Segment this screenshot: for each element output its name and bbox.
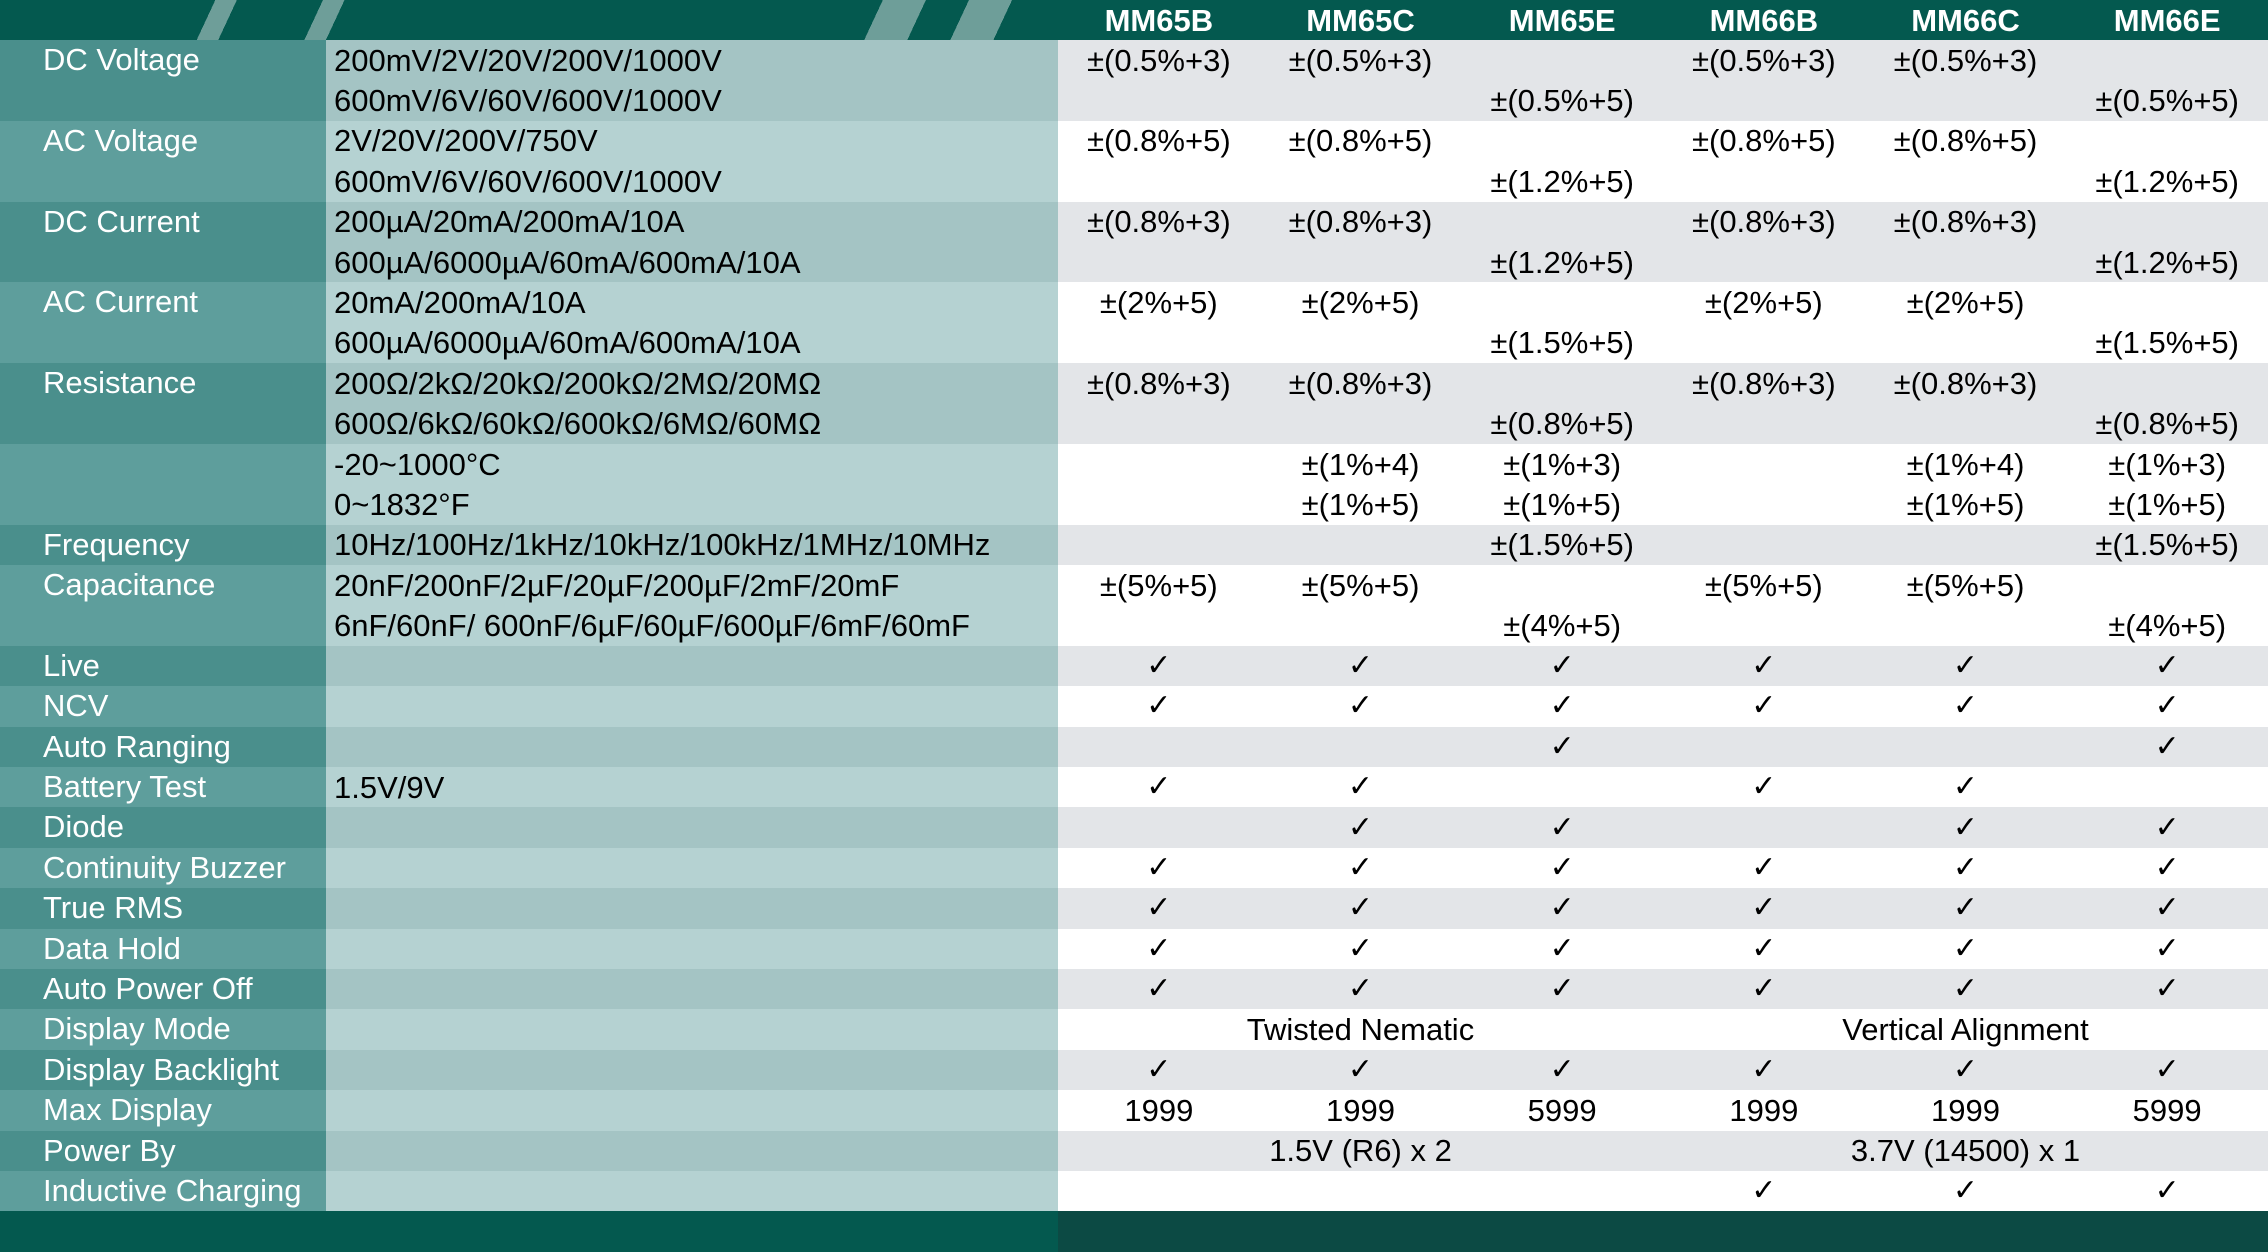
check-icon: ✓	[1461, 848, 1663, 888]
row-label-ncv: NCV	[0, 686, 326, 726]
check-icon: ✓	[1260, 1050, 1462, 1090]
range-resistance-2: 600Ω/6kΩ/60kΩ/600kΩ/6MΩ/60MΩ	[326, 404, 1058, 444]
max-display-value: 1999	[1260, 1090, 1462, 1130]
spec-cell: ±(4%+5)	[1461, 605, 1663, 645]
spec-cell: ±(1%+5)	[1865, 484, 2067, 524]
check-icon: ✓	[2066, 969, 2268, 1009]
check-icon: ✓	[1260, 686, 1462, 726]
range-empty	[326, 646, 1058, 686]
spec-cell: ±(1%+3)	[1461, 444, 1663, 484]
spec-cell: ±(1.2%+5)	[2066, 161, 2268, 201]
max-display-value: 1999	[1663, 1090, 1865, 1130]
row-label-auto-ranging: Auto Ranging	[0, 727, 326, 767]
spec-cell: ±(5%+5)	[1058, 565, 1260, 605]
spec-cell: ±(1%+5)	[2066, 484, 2268, 524]
check-icon: ✓	[2066, 727, 2268, 767]
spec-cell	[1663, 242, 1865, 282]
check-icon: ✓	[1663, 929, 1865, 969]
check-icon: ✓	[1058, 969, 1260, 1009]
row-label-true-rms: True RMS	[0, 888, 326, 928]
check-icon: ✓	[1865, 646, 2067, 686]
check-icon: ✓	[1663, 767, 1865, 807]
check-icon: ✓	[1663, 888, 1865, 928]
spec-cell	[2066, 202, 2268, 242]
power-by-mm66-series: 3.7V (14500) x 1	[1663, 1131, 2268, 1171]
check-icon: ✓	[1058, 929, 1260, 969]
check-icon: ✓	[1461, 888, 1663, 928]
spec-cell: ±(2%+5)	[1058, 282, 1260, 322]
spec-cell: ±(1%+4)	[1260, 444, 1462, 484]
check-icon: ✓	[1663, 848, 1865, 888]
spec-cell	[1058, 727, 1260, 767]
spec-cell	[1058, 807, 1260, 847]
check-icon: ✓	[1865, 807, 2067, 847]
check-icon: ✓	[1260, 969, 1462, 1009]
check-icon: ✓	[2066, 1171, 2268, 1211]
check-icon: ✓	[1865, 969, 2067, 1009]
spec-cell: ±(0.5%+3)	[1663, 40, 1865, 80]
spec-cell: ±(0.5%+3)	[1260, 40, 1462, 80]
spec-cell: ±(1.2%+5)	[1461, 242, 1663, 282]
spec-cell: ±(1%+3)	[2066, 444, 2268, 484]
spec-cell: ±(0.8%+3)	[1058, 202, 1260, 242]
spec-cell	[1461, 202, 1663, 242]
max-display-value: 5999	[1461, 1090, 1663, 1130]
model-header-mm65e: MM65E	[1461, 0, 1663, 40]
row-label-frequency: Frequency	[0, 525, 326, 565]
row-label-data-hold: Data Hold	[0, 929, 326, 969]
range-battery-test: 1.5V/9V	[326, 767, 1058, 807]
range-empty	[326, 848, 1058, 888]
check-icon: ✓	[1865, 1171, 2067, 1211]
spec-cell: ±(1%+5)	[1260, 484, 1462, 524]
range-ac-voltage-2: 600mV/6V/60V/600V/1000V	[326, 161, 1058, 201]
spec-cell: ±(0.8%+5)	[2066, 404, 2268, 444]
spec-cell: ±(1.2%+5)	[1461, 161, 1663, 201]
spec-cell: ±(0.5%+3)	[1865, 40, 2067, 80]
spec-cell	[1260, 242, 1462, 282]
model-header-mm66c: MM66C	[1865, 0, 2067, 40]
spec-cell: ±(2%+5)	[1260, 282, 1462, 322]
spec-cell	[1865, 727, 2067, 767]
range-empty	[326, 969, 1058, 1009]
spec-cell: ±(1%+4)	[1865, 444, 2067, 484]
check-icon: ✓	[2066, 848, 2268, 888]
range-dc-current-1: 200µA/20mA/200mA/10A	[326, 202, 1058, 242]
spec-cell	[2066, 40, 2268, 80]
range-empty	[326, 686, 1058, 726]
footer-bar	[0, 1211, 1058, 1251]
spec-cell: ±(1%+5)	[1461, 484, 1663, 524]
check-icon: ✓	[2066, 929, 2268, 969]
max-display-value: 1999	[1865, 1090, 2067, 1130]
row-label-display-backlight: Display Backlight	[0, 1050, 326, 1090]
range-ac-voltage-1: 2V/20V/200V/750V	[326, 121, 1058, 161]
check-icon: ✓	[1461, 1050, 1663, 1090]
range-ac-current-1: 20mA/200mA/10A	[326, 282, 1058, 322]
spec-cell	[1058, 80, 1260, 120]
spec-cell	[1461, 40, 1663, 80]
spec-cell	[1865, 404, 2067, 444]
spec-cell	[1260, 404, 1462, 444]
check-icon: ✓	[1865, 767, 2067, 807]
max-display-value: 1999	[1058, 1090, 1260, 1130]
check-icon: ✓	[1260, 929, 1462, 969]
check-icon: ✓	[1865, 888, 2067, 928]
check-icon: ✓	[1663, 1050, 1865, 1090]
spec-cell	[1260, 727, 1462, 767]
spec-cell	[1663, 80, 1865, 120]
spec-cell: ±(5%+5)	[1260, 565, 1462, 605]
range-empty	[326, 1171, 1058, 1211]
spec-cell: ±(0.8%+5)	[1058, 121, 1260, 161]
spec-cell: ±(0.8%+5)	[1461, 404, 1663, 444]
check-icon: ✓	[1663, 686, 1865, 726]
check-icon: ✓	[1058, 848, 1260, 888]
row-label-power-by: Power By	[0, 1131, 326, 1171]
display-mode-mm66-series: Vertical Alignment	[1663, 1009, 2268, 1049]
check-icon: ✓	[1461, 807, 1663, 847]
spec-cell: ±(0.8%+3)	[1058, 363, 1260, 403]
range-dc-voltage-1: 200mV/2V/20V/200V/1000V	[326, 40, 1058, 80]
spec-cell: ±(0.8%+5)	[1663, 121, 1865, 161]
check-icon: ✓	[2066, 807, 2268, 847]
range-frequency: 10Hz/100Hz/1kHz/10kHz/100kHz/1MHz/10MHz	[326, 525, 1058, 565]
model-header-mm66b: MM66B	[1663, 0, 1865, 40]
spec-cell: ±(0.8%+3)	[1260, 363, 1462, 403]
model-header-mm66e: MM66E	[2066, 0, 2268, 40]
display-mode-mm65-series: Twisted Nematic	[1058, 1009, 1663, 1049]
range-empty	[326, 807, 1058, 847]
range-empty	[326, 1131, 1058, 1171]
spec-cell: ±(0.5%+5)	[2066, 80, 2268, 120]
check-icon: ✓	[1058, 646, 1260, 686]
spec-cell: ±(4%+5)	[2066, 605, 2268, 645]
spec-cell: ±(0.5%+3)	[1058, 40, 1260, 80]
spec-cell	[1260, 80, 1462, 120]
check-icon: ✓	[2066, 686, 2268, 726]
range-ac-current-2: 600µA/6000µA/60mA/600mA/10A	[326, 323, 1058, 363]
check-icon: ✓	[1058, 1050, 1260, 1090]
check-icon: ✓	[1663, 1171, 1865, 1211]
check-icon: ✓	[1663, 646, 1865, 686]
range-temperature-c: -20~1000°C	[326, 444, 1058, 484]
range-resistance-1: 200Ω/2kΩ/20kΩ/200kΩ/2MΩ/20MΩ	[326, 363, 1058, 403]
spec-cell	[1865, 242, 2067, 282]
spec-cell: ±(0.8%+3)	[1663, 363, 1865, 403]
spec-cell: ±(5%+5)	[1865, 565, 2067, 605]
check-icon: ✓	[1058, 767, 1260, 807]
spec-cell	[1663, 404, 1865, 444]
spec-cell: ±(0.8%+3)	[1663, 202, 1865, 242]
check-icon: ✓	[1461, 686, 1663, 726]
footer-bar	[1058, 1211, 2268, 1251]
spec-cell	[1058, 242, 1260, 282]
spec-cell: ±(2%+5)	[1865, 282, 2067, 322]
row-label-inductive-charging: Inductive Charging	[0, 1171, 326, 1211]
check-icon: ✓	[1260, 848, 1462, 888]
range-dc-voltage-2: 600mV/6V/60V/600V/1000V	[326, 80, 1058, 120]
check-icon: ✓	[1058, 888, 1260, 928]
check-icon: ✓	[1260, 646, 1462, 686]
power-by-mm65-series: 1.5V (R6) x 2	[1058, 1131, 1663, 1171]
spec-cell: ±(1.5%+5)	[1461, 525, 1663, 565]
spec-cell	[1663, 807, 1865, 847]
row-label-ac-current: AC Current	[0, 282, 326, 363]
spec-cell: ±(1.5%+5)	[1461, 323, 1663, 363]
row-label-live: Live	[0, 646, 326, 686]
range-empty	[326, 1090, 1058, 1130]
check-icon: ✓	[1461, 727, 1663, 767]
spec-cell	[1865, 525, 2067, 565]
spec-cell: ±(0.8%+5)	[1865, 121, 2067, 161]
spec-cell: ±(0.8%+5)	[1260, 121, 1462, 161]
range-temperature-f: 0~1832°F	[326, 484, 1058, 524]
row-label-dc-voltage: DC Voltage	[0, 40, 326, 121]
row-label-auto-power-off: Auto Power Off	[0, 969, 326, 1009]
check-icon: ✓	[2066, 1050, 2268, 1090]
range-capacitance-1: 20nF/200nF/2µF/20µF/200µF/2mF/20mF	[326, 565, 1058, 605]
spec-cell	[1663, 525, 1865, 565]
spec-cell	[1260, 525, 1462, 565]
check-icon: ✓	[1865, 686, 2067, 726]
check-icon: ✓	[1865, 848, 2067, 888]
spec-cell	[2066, 363, 2268, 403]
check-icon: ✓	[1461, 646, 1663, 686]
check-icon: ✓	[1058, 686, 1260, 726]
range-empty	[326, 929, 1058, 969]
spec-cell: ±(0.8%+3)	[1260, 202, 1462, 242]
spec-cell	[1058, 525, 1260, 565]
spec-cell	[1865, 80, 2067, 120]
range-dc-current-2: 600µA/6000µA/60mA/600mA/10A	[326, 242, 1058, 282]
spec-cell: ±(0.8%+3)	[1865, 202, 2067, 242]
check-icon: ✓	[1865, 929, 2067, 969]
check-icon: ✓	[1865, 1050, 2067, 1090]
check-icon: ✓	[1260, 767, 1462, 807]
row-label-dc-current: DC Current	[0, 202, 326, 283]
check-icon: ✓	[1260, 807, 1462, 847]
header-corner	[0, 0, 1058, 40]
range-empty	[326, 1050, 1058, 1090]
range-empty	[326, 888, 1058, 928]
row-label-max-display: Max Display	[0, 1090, 326, 1130]
max-display-value: 5999	[2066, 1090, 2268, 1130]
row-label-diode: Diode	[0, 807, 326, 847]
spec-cell	[1663, 727, 1865, 767]
row-label-continuity-buzzer: Continuity Buzzer	[0, 848, 326, 888]
row-label-temperature	[0, 444, 326, 525]
row-label-resistance: Resistance	[0, 363, 326, 444]
check-icon: ✓	[1663, 969, 1865, 1009]
spec-cell: ±(1.5%+5)	[2066, 525, 2268, 565]
range-empty	[326, 1009, 1058, 1049]
spec-cell: ±(5%+5)	[1663, 565, 1865, 605]
spec-cell	[1058, 404, 1260, 444]
range-empty	[326, 727, 1058, 767]
spec-cell: ±(2%+5)	[1663, 282, 1865, 322]
spec-cell: ±(0.5%+5)	[1461, 80, 1663, 120]
spec-cell: ±(0.8%+3)	[1865, 363, 2067, 403]
check-icon: ✓	[1461, 929, 1663, 969]
check-icon: ✓	[2066, 646, 2268, 686]
row-label-capacitance: Capacitance	[0, 565, 326, 646]
spec-cell: ±(1.5%+5)	[2066, 323, 2268, 363]
check-icon: ✓	[1260, 888, 1462, 928]
range-capacitance-2: 6nF/60nF/ 600nF/6µF/60µF/600µF/6mF/60mF	[326, 605, 1058, 645]
check-icon: ✓	[1461, 969, 1663, 1009]
row-label-display-mode: Display Mode	[0, 1009, 326, 1049]
row-label-battery-test: Battery Test	[0, 767, 326, 807]
spec-cell: ±(1.2%+5)	[2066, 242, 2268, 282]
check-icon: ✓	[2066, 888, 2268, 928]
row-label-ac-voltage: AC Voltage	[0, 121, 326, 202]
model-header-mm65c: MM65C	[1260, 0, 1462, 40]
model-header-mm65b: MM65B	[1058, 0, 1260, 40]
spec-cell	[1461, 363, 1663, 403]
